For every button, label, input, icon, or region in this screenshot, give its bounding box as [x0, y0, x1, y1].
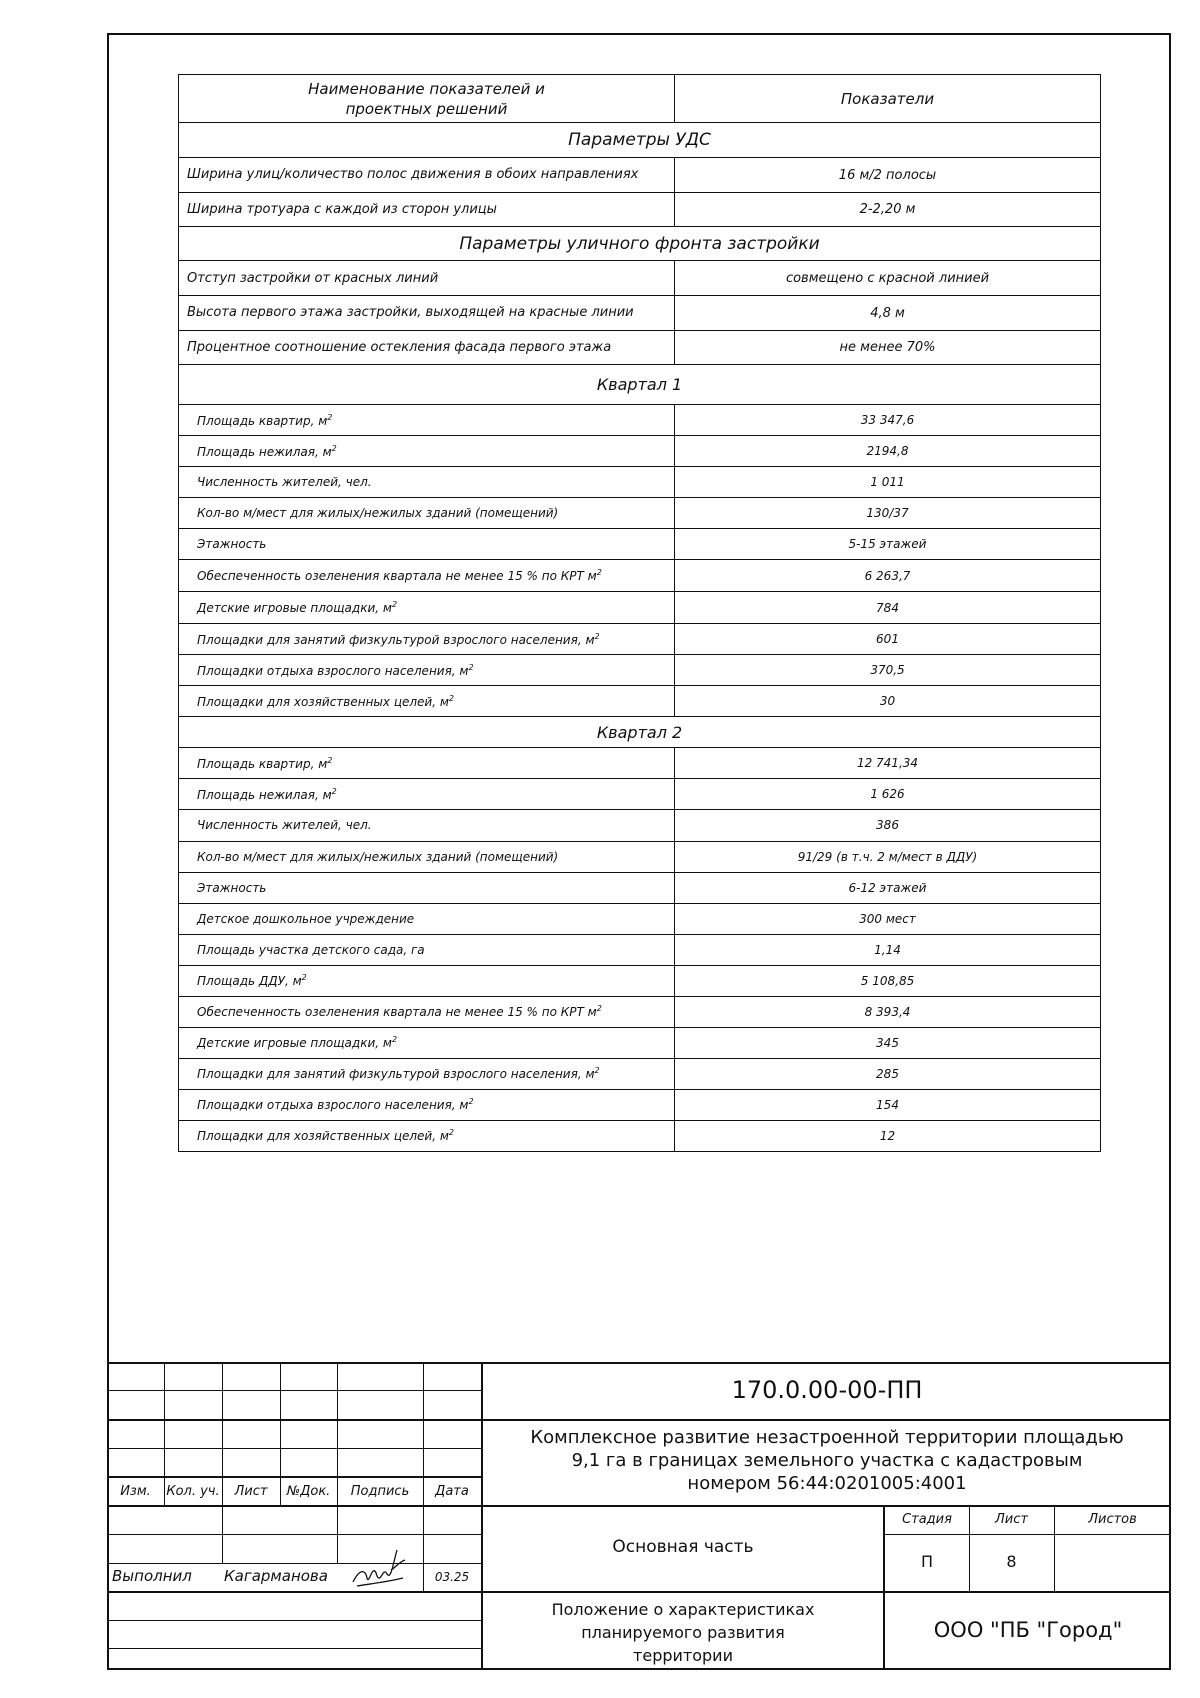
row-label: Площадки для занятий физкультурой взрослого населения, м: [197, 632, 595, 647]
row-label: Площадки для занятий физкультурой взрослого населения, м: [197, 1067, 595, 1082]
table-row: [179, 592, 1101, 624]
row-value: 2-2,20 м: [675, 193, 1101, 227]
row-label: Этажность: [197, 880, 267, 895]
row-label: Обеспеченность озеленения квартала не менее 15 % по КРТ м: [197, 569, 597, 584]
table-row: [179, 903, 1101, 934]
row-value: 2194,8: [675, 436, 1101, 467]
row-label-sup: 2: [391, 600, 398, 610]
row-label: Детские игровые площадки, м: [197, 601, 392, 616]
row-label: Процентное соотношение остекления фасада первого этажа: [179, 331, 675, 365]
row-label-sup: 2: [331, 786, 337, 796]
table-row: [179, 934, 1101, 965]
row-value: 1,14: [675, 934, 1101, 965]
table-row: [179, 841, 1101, 872]
row-label: Численность жителей, чел.: [197, 475, 372, 490]
row-value: 16 м/2 полосы: [675, 158, 1101, 193]
row-label: Ширина улиц/количество полос движения в обоих направлениях: [187, 167, 639, 183]
table-row: [179, 296, 1101, 331]
row-label: Численность жителей, чел.: [197, 818, 372, 833]
document-code: 170.0.00-00-ПП: [731, 1376, 923, 1404]
table-row: [179, 872, 1101, 903]
stage-label: Стадия: [902, 1512, 952, 1527]
row-value: 345: [675, 1027, 1101, 1058]
table-row: [179, 624, 1101, 655]
sheet-value: 8: [1006, 1552, 1017, 1571]
row-value: 784: [675, 592, 1101, 624]
performed-label: Выполнил: [112, 1567, 192, 1585]
table-row: [179, 686, 1101, 717]
row-value: 601: [675, 624, 1101, 655]
row-label-sup: 2: [327, 412, 333, 422]
row-value: 33 347,6: [675, 405, 1101, 436]
table-header-row: [179, 75, 1101, 123]
signature-icon: [347, 1540, 411, 1592]
row-value: 12 741,34: [675, 748, 1101, 779]
row-value: 6-12 этажей: [675, 872, 1101, 903]
project-title-line2: 9,1 га в границах земельного участка с кадастровым: [571, 1450, 1083, 1471]
row-label-sup: 2: [301, 973, 307, 983]
col-podpis: Подпись: [350, 1484, 410, 1499]
project-title-line3: номером 56:44:0201005:4001: [687, 1473, 967, 1494]
row-label: Ширина тротуара с каждой из сторон улицы: [179, 193, 675, 227]
row-value: 91/29 (в т.ч. 2 м/мест в ДДУ): [675, 841, 1101, 872]
row-value: совмещено с красной линией: [675, 261, 1101, 296]
table-row: [179, 655, 1101, 686]
row-value: 1 011: [675, 467, 1101, 498]
header-name-cell: [179, 75, 675, 123]
row-value: 300 мест: [675, 903, 1101, 934]
table-row: [179, 1089, 1101, 1120]
col-data: Дата: [435, 1484, 469, 1499]
row-label-sup: 2: [448, 693, 454, 703]
header-values-cell: Показатели: [675, 75, 1101, 123]
row-value: 370,5: [675, 655, 1101, 686]
row-label-sup: 2: [448, 1128, 454, 1138]
row-label-sup: 2: [468, 1097, 474, 1107]
row-value: 5 108,85: [675, 965, 1101, 996]
document-title: [483, 1598, 883, 1667]
table-row: [179, 405, 1101, 436]
table-row: [179, 436, 1101, 467]
row-value: 1 626: [675, 779, 1101, 810]
table-row: [179, 498, 1101, 529]
row-value: 4,8 м: [675, 296, 1101, 331]
header-name-line1: Наименование показателей и: [308, 79, 545, 98]
document-title-line3: территории: [633, 1646, 733, 1665]
table-row: [179, 331, 1101, 365]
row-label-sup: 2: [391, 1035, 398, 1045]
document-title-line1: Положение о характеристиках: [551, 1600, 815, 1619]
row-value: не менее 70%: [675, 331, 1101, 365]
row-value: 154: [675, 1089, 1101, 1120]
row-label-sup: 2: [327, 755, 333, 765]
project-title-line1: Комплексное развитие незастроенной территории площадью: [530, 1427, 1124, 1448]
table-row: [179, 193, 1101, 227]
row-value: 6 263,7: [675, 560, 1101, 592]
row-label: Площадь квартир, м: [197, 756, 328, 771]
row-label-sup: 2: [331, 443, 337, 453]
row-label: Площадки для хозяйственных целей, м: [197, 1129, 449, 1144]
row-label: Площадь нежилая, м: [197, 444, 332, 459]
part-title: Основная часть: [612, 1537, 754, 1557]
sheet-label: Лист: [995, 1512, 1028, 1527]
table-row: [179, 467, 1101, 498]
section-quarter-2: Квартал 2: [179, 717, 1101, 748]
table-row: [179, 1027, 1101, 1058]
row-label-sup: 2: [596, 1004, 602, 1014]
col-ndok: №Док.: [286, 1484, 331, 1499]
row-label: Кол-во м/мест для жилых/нежилых зданий (помещений): [197, 506, 559, 521]
row-label: Площадь ДДУ, м: [197, 974, 302, 989]
header-name-line2: проектных решений: [345, 99, 508, 118]
col-izm: Изм.: [120, 1484, 151, 1499]
performer-name: Кагарманова: [224, 1567, 328, 1585]
row-value: 386: [675, 810, 1101, 841]
table-row: [179, 810, 1101, 841]
date-value: 03.25: [434, 1570, 470, 1584]
row-label: Отступ застройки от красных линий: [179, 261, 675, 296]
row-label: Площадь нежилая, м: [197, 787, 332, 802]
row-label: Детские игровые площадки, м: [197, 1036, 392, 1051]
table-row: [179, 779, 1101, 810]
row-label-sup: 2: [594, 631, 600, 641]
row-label: Площадь квартир, м: [197, 413, 328, 428]
stage-value: П: [920, 1552, 934, 1571]
sheets-label: Листов: [1088, 1512, 1137, 1527]
table-row: [179, 748, 1101, 779]
project-title: [483, 1426, 1171, 1495]
company-name: ООО "ПБ "Город": [933, 1618, 1123, 1642]
row-label: Этажность: [197, 537, 267, 552]
section-front: Параметры уличного фронта застройки: [179, 227, 1101, 261]
col-kol-uch: Кол. уч.: [166, 1484, 220, 1499]
row-value: 130/37: [675, 498, 1101, 529]
table-row: [179, 1120, 1101, 1151]
row-value: 8 393,4: [675, 996, 1101, 1027]
col-list: Лист: [234, 1484, 268, 1499]
section-quarter-1: Квартал 1: [179, 365, 1101, 405]
row-label: Площадки отдыха взрослого населения, м: [197, 663, 469, 678]
table-row: [179, 158, 1101, 193]
row-value: 285: [675, 1058, 1101, 1089]
row-label: Кол-во м/мест для жилых/нежилых зданий (помещений): [197, 849, 559, 864]
row-label: Площадь участка детского сада, га: [197, 942, 425, 957]
row-value: 12: [675, 1120, 1101, 1151]
table-row: [179, 529, 1101, 560]
row-label: Площадки для хозяйственных целей, м: [197, 694, 449, 709]
document-title-line2: планируемого развития: [581, 1623, 785, 1642]
row-value: 5-15 этажей: [675, 529, 1101, 560]
table-row: [179, 261, 1101, 296]
row-value: 30: [675, 686, 1101, 717]
row-label: Обеспеченность озеленения квартала не менее 15 % по КРТ м: [197, 1005, 597, 1020]
indicators-table: [178, 74, 1101, 1152]
table-row: [179, 1058, 1101, 1089]
table-row: [179, 965, 1101, 996]
title-block: [107, 1362, 1171, 1670]
table-row: [179, 996, 1101, 1027]
table-row: [179, 560, 1101, 592]
row-label-sup: 2: [468, 662, 474, 672]
row-label-sup: 2: [596, 568, 602, 578]
section-uds: Параметры УДС: [179, 123, 1101, 158]
row-label: Детское дошкольное учреждение: [197, 911, 415, 926]
row-label: Площадки отдыха взрослого населения, м: [197, 1098, 469, 1113]
row-label-sup: 2: [594, 1066, 600, 1076]
row-label: Высота первого этажа застройки, выходящей на красные линии: [187, 305, 634, 321]
